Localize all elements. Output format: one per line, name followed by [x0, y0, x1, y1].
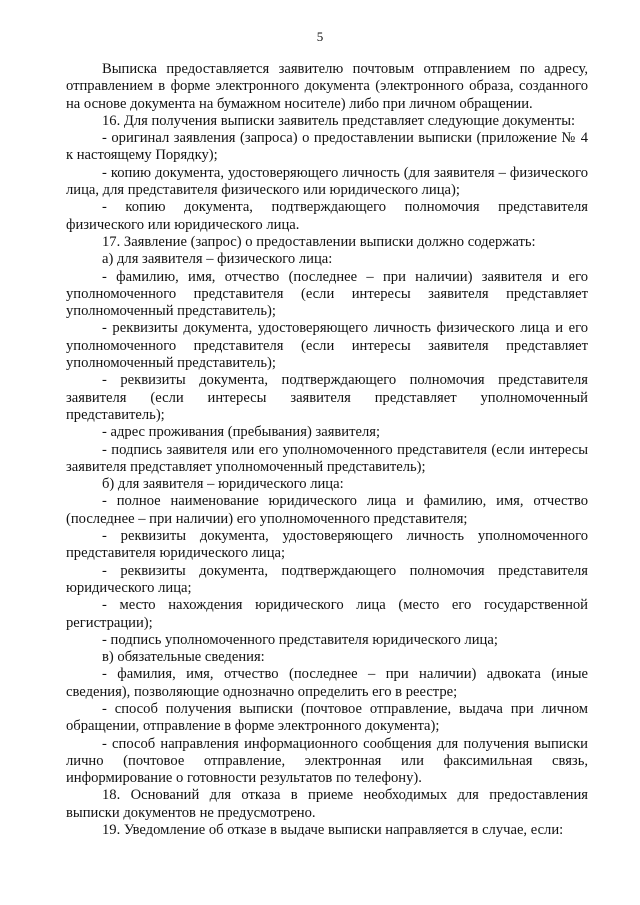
list-item: - оригинал заявления (запроса) о предоставлении выписки (приложение № 4 к настоящему Порядку);	[66, 130, 588, 164]
list-item: - копию документа, удостоверяющего личность (для заявителя – физического лица, для представителя физического или юридического лица);	[66, 164, 588, 199]
list-item: - подпись уполномоченного представителя юридического лица;	[102, 631, 498, 648]
page-number: 5	[316, 29, 324, 44]
subheading-mandatory-info: в) обязательные сведения:	[102, 649, 265, 666]
list-item: - реквизиты документа, подтверждающего полномочия представителя заявителя (если интересы заявителя представляет уполномоченный представитель);	[66, 372, 588, 423]
list-item: - копию документа, подтверждающего полномочия представителя физического или юридического лица.	[66, 199, 588, 233]
list-item: - адрес проживания (пребывания) заявителя;	[102, 424, 381, 441]
list-item: - полное наименование юридического лица и фамилию, имя, отчество (последнее – при наличии) его уполномоченного представителя;	[66, 493, 588, 527]
list-item: - фамилия, имя, отчество (последнее – при наличии) адвоката (иные сведения), позволяющие однозначно определить его в реестре;	[66, 666, 588, 700]
document-body	[66, 61, 588, 839]
subheading-individual: а) для заявителя – физического лица:	[102, 251, 333, 268]
list-item: - способ направления информационного сообщения для получения выписки лично (почтовое отправление, электронная или факсимильная связь, информирование о готовности результатов по телефону).	[66, 735, 588, 787]
subheading-legal-entity: б) для заявителя – юридического лица:	[102, 476, 344, 493]
list-item: - фамилию, имя, отчество (последнее – при наличии) заявителя и его уполномоченного представителя (если интересы заявителя представляет уполномоченный представитель);	[66, 268, 588, 320]
paragraph-16-heading: 16. Для получения выписки заявитель представляет следующие документы:	[102, 112, 576, 129]
list-item: - реквизиты документа, удостоверяющего личность уполномоченного представителя юридического лица;	[66, 528, 588, 562]
list-item: - реквизиты документа, удостоверяющего личность физического лица и его уполномоченного представителя (если интересы заявителя представляет уполномоченный представитель);	[66, 320, 588, 372]
paragraph-delivery-methods: Выписка предоставляется заявителю почтовым отправлением по адресу, отправлением в форме электронного документа (электронного образа, созданного на основе документа на бумажном носителе) либо при личном обращении.	[66, 61, 588, 112]
paragraph-17-heading: 17. Заявление (запрос) о предоставлении выписки должно содержать:	[102, 233, 536, 250]
paragraph-19: 19. Уведомление об отказе в выдаче выписки направляется в случае, если:	[102, 822, 564, 839]
paragraph-18: 18. Оснований для отказа в приеме необходимых для предоставления выписки документов не предусмотрено.	[66, 787, 588, 821]
list-item: - реквизиты документа, подтверждающего полномочия представителя юридического лица;	[66, 562, 588, 596]
list-item: - способ получения выписки (почтовое отправление, выдача при личном обращении, отправление в форме электронного документа);	[66, 700, 588, 735]
list-item: - место нахождения юридического лица (место его государственной регистрации);	[66, 597, 588, 631]
list-item: - подпись заявителя или его уполномоченного представителя (если интересы заявителя представляет уполномоченный представитель);	[66, 441, 588, 475]
